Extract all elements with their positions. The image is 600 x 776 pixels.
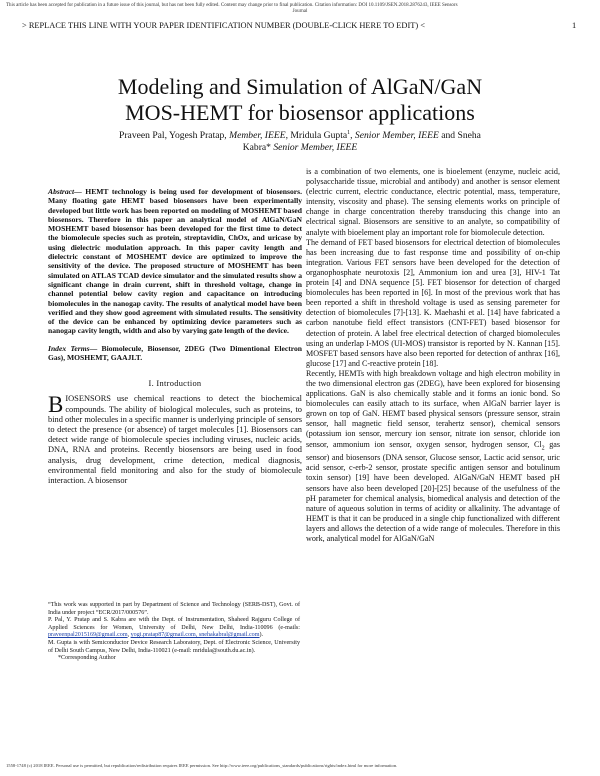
author-names-4: Kabra* — [242, 142, 274, 154]
accepted-article-notice — [6, 3, 594, 15]
footnote-affiliation-1-end: ). — [259, 632, 264, 639]
chlorine-subscript: 2 — [541, 445, 545, 452]
right-paragraph-3-part-b: gas sensor) and biosensors (DNA sensor, Glucose sensor, Lactic acid sensor, uric acid sensor, c-erb-2 sensor, prostate specific antigen sensor and botulinum toxin sensor) [19] have been developed. AlGaN/GaN HEMT based pH sensors have also been developed [20]-[25] because of the usefulness of the pH parameter for chemical analysis, biomedical analysis and detection of the nature of aqueous solution in terms of acidity or alkalinity. The advantage of HEMT is that it can be produced in a single chip functionalized with different layers and allows the detection of a wide range of molecules. Therefore in this work, analytical model for AlGaN/GaN — [306, 439, 561, 543]
author-names-1: Praveen Pal, Yogesh Pratap, — [119, 130, 230, 142]
accepted-article-notice-line1: This article has been accepted for publication in a future issue of this journal, but has not been fully edited. Content may change prior to final publication. Citation information: DOI 10.1109/JSEN.2018.2876243, IEEE Sensors — [6, 3, 458, 8]
abstract-dash: — — [74, 187, 86, 196]
abstract — [48, 187, 302, 336]
index-terms — [48, 344, 302, 363]
left-column — [48, 187, 302, 486]
author-role-2: , Senior Member, IEEE — [350, 130, 439, 142]
right-paragraph-1: is a combination of two elements, one is bioelement (enzyme, nucleic acid, polysaccharide tissue, microbial and antibody) and another is sensor element (electric current, electric conductance, electric potential, mass, temperature, intensity, viscosity and phase). The sensing elements works on principle of change in charge concentration thereby transducing this change into an electrical signal. Biosensors are sensitive to an analyte, so compatibility of analyte with bioelement play an important role for biomolecule detection. — [306, 167, 560, 237]
right-paragraph-2: The demand of FET based biosensors for electrical detection of biomolecules has been increasing due to fast response time and possibility of on-chip integration. Various FET sensors have been developed for the detection of organophosphate neurotoxis [2], Ammonium ion and urea [3], HIV-1 Tat protein [4] and DNA sequence [5]. FET biosensor for detection of charged biomolecules has been reported in [6]. In most of the previous work that has been reported a shift in threshold voltage is used as sensing paremeter for detection of biomolecules [7]-[13]. K. Maehashi et al. [14] have fabricated a carbon nanotube field effect transistors (CNT-FET) based biosensor for detection of protein. A label free electrical detection of charged biomolecules using an underlap I-MOS (UI-MOS) transistor is reported by N. Kannan [15]. MOSFET based sensors have also been reported for detection of anthrax [16], glucose [17] and C-reactive protein [18]. — [306, 237, 560, 368]
author-names-2: Mridula Gupta — [287, 130, 348, 142]
footnote-affiliation-1-text: P. Pal, Y. Pratap and S. Kabra are with the Dept. of Instrumentation, Shaheed Rajguru College of Applied Sciences for Women, University of Delhi, New Delhi, India-110096 (e-mails: — [48, 617, 300, 631]
footnotes — [48, 602, 300, 663]
introduction-paragraph — [48, 394, 302, 486]
author-superscript: 1 — [347, 130, 351, 136]
right-column — [306, 167, 560, 544]
introduction-first-word: IOSENSORS — [65, 394, 111, 404]
abstract-label: Abstract — [48, 187, 75, 196]
right-paragraph-3 — [306, 369, 560, 544]
index-terms-label: Index Terms — [48, 343, 90, 353]
paper-title-line2: MOS-HEMT for biosensor applications — [125, 100, 475, 125]
right-paragraph-3-part-a: Recently, HEMTs with high breakdown voltage and high electron mobility in the two dimensional electron gas (2DEG), have been explored for biosensing applications. GaN is also chemically stable and it forms an ionic bond. So biomolecules can easily attach to its surface, when AlGaN barrier layer is grown on top of GaN. HEMT based physical sensors (pressure sensor, strain sensor, hall magnetic field sensor, terahertz sensor), chemical sensors (potassium ion sensor, mercury ion sensor, nitrate ion sensor, chloride ion sensor, ammonium ion sensor, oxygen sensor, hydrogen sensor, Cl — [306, 368, 560, 449]
author-list — [60, 127, 540, 154]
section-heading-introduction: I. Introduction — [148, 379, 202, 389]
accepted-article-notice-line2: Journal — [292, 9, 308, 14]
page-number: 1 — [572, 21, 577, 30]
footnote-affiliation-2: M. Gupta is with Semiconductor Device Research Laboratory, Dept. of Electronic Science, University of Delhi South Campus, New Delhi, India-110021 (e-mail: mridula@south.du.ac.in). — [48, 639, 300, 654]
footnote-corresponding: *Corresponding Author — [58, 655, 116, 662]
author-role-1: Member, IEEE, — [229, 130, 288, 142]
introduction-text: use chemical reactions to detect the biochemical compounds. The ability of biological molecules, such as proteins, to bind other molecules in a specific manner is underlying principle of sensors to detect the presence (or absence) of target molecules [1]. Biosensors can detect wide range of biomolecule species including viruses, nucleic acids, DNA, RNA and proteins. Recently biosensors are being used in food analysis, drug development, crime detection, medical diagnosis, environmental field monitoring and also for the study of biomolecule interaction. A biosensor — [48, 394, 302, 485]
paper-title-line1: Modeling and Simulation of AlGaN/GaN — [117, 74, 483, 99]
running-header-text: > REPLACE THIS LINE WITH YOUR PAPER IDENTIFICATION NUMBER (DOUBLE-CLICK HERE TO EDIT) < — [22, 21, 425, 30]
footnote-separator: , — [127, 632, 131, 639]
author-role-4: Senior Member, IEEE — [273, 142, 358, 154]
copyright-notice: 1558-1748 (c) 2018 IEEE. Personal use is permitted, but republication/redistribution requires IEEE permission. See http://www.ieee.org/publications_standards/publications/rights/index.html for more information. — [6, 763, 398, 768]
footnote-funding: “This work was supported in part by Department of Science and Technology (SERB-DST), Govt. of India under project “ECR/2017/000576”. — [48, 602, 300, 616]
footnote-affiliation-1 — [48, 617, 300, 640]
paper-title — [40, 74, 560, 126]
email-link-1[interactable]: praveenpal2015169@gmail.com — [48, 632, 128, 639]
email-link-2[interactable]: yogi.pratap87@gmail.com, snehakabral@gmail.com — [130, 632, 260, 639]
author-names-3: and Sneha — [438, 130, 481, 142]
abstract-text: HEMT technology is being used for development of biosensors. Many floating gate HEMT based biosensors have been experimentally developed but little work has been reported on modeling of MOSHEMT based biosensors. Therefore in this paper an analytical model of AlGaN/GaN MOSHEMT based biosensor has been developed for the first time to detect the biomolecule species such as protein, streptavidin, ChOx, and uricase by using dielectric modulation approach. In this paper cavity length and dielectric constant of MOSHEMT device are optimized to improve the sensitivity of the device. The proposed structure of MOSHEMT has been simulated on ATLAS TCAD device simulator and the simulated results show a significant change in drain current, shift in threshold voltage, change in channel potential below cavity region and capacitance on introducing biomolecules in the nanogap cavity. The results of analytical model have been verified and they show good agreement with simulated results. The sensitivity of the device can be enhanced by optimizing device parameters such as nanogap cavity length, width and also by varying gate length of the device. — [48, 187, 302, 336]
index-terms-text: — Biomolecule, Biosensor, 2DEG (Two Dimentional Electron Gas), MOSHEMT, GAAJLT. — [48, 343, 303, 363]
drop-cap: B — [48, 392, 64, 418]
